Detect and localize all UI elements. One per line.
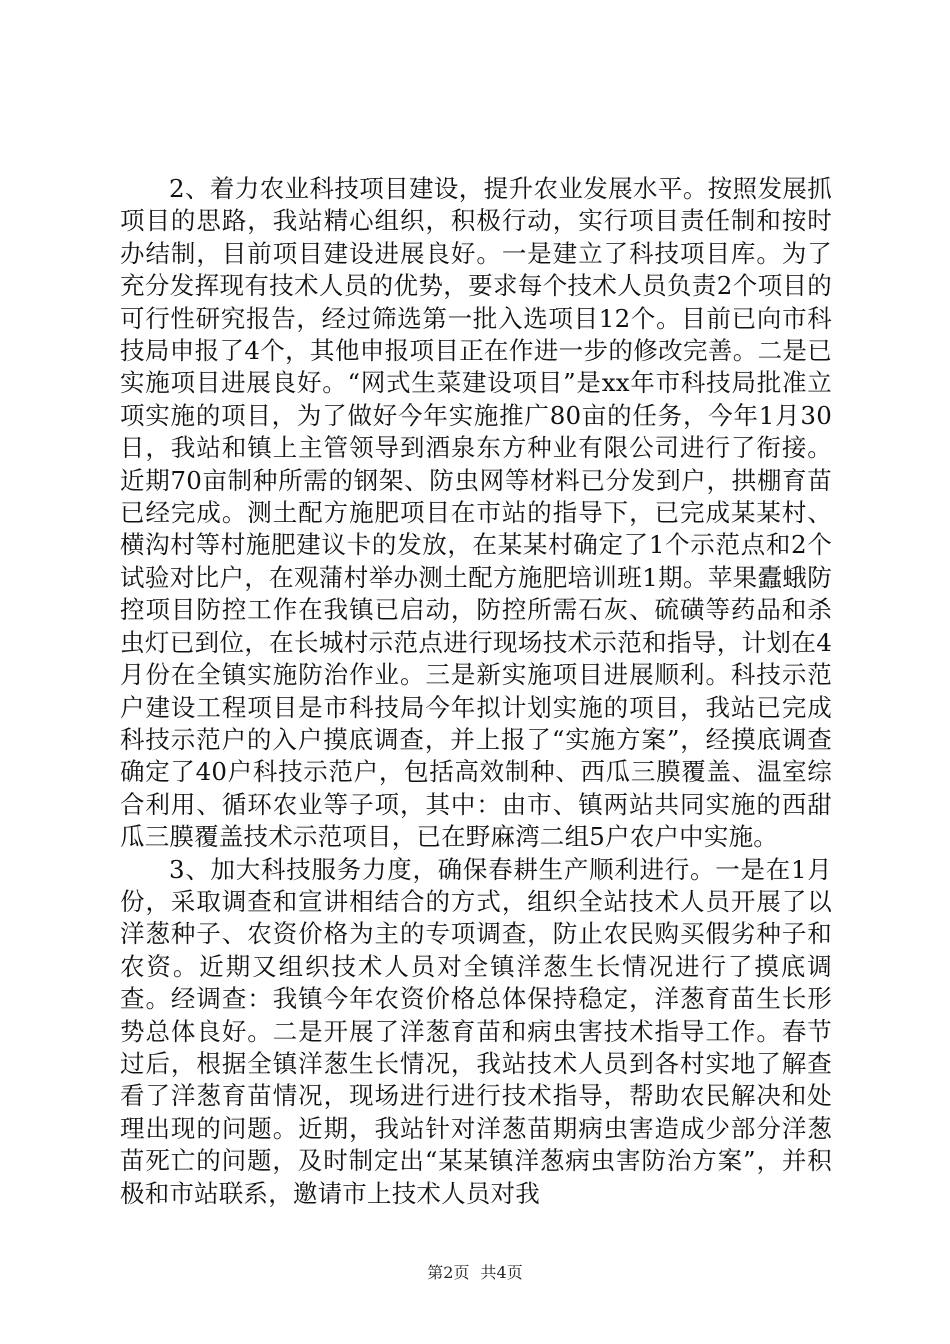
paragraph-tech-service: 3、加大科技服务力度，确保春耕生产顺利进行。一是在1月份，采取调查和宣讲相结合的方式，组织全站技术人员开展了以洋葱种子、农资价格为主的专项调查，防止农民购买假劣种子和农资。近期又组织技术人员对全镇洋葱生长情况进行了摸底调查。经调查：我镇今年农资价格总体保持稳定，洋葱育苗生长形势总体良好。二是开展了洋葱育苗和病虫害技术指导工作。春节过后，根据全镇洋葱生长情况，我站技术人员到各村实地了解查看了洋葱育苗情况，现场进行进行技术指导，帮助农民解决和处理出现的问题。近期，我站针对洋葱苗期病虫害造成少部分洋葱苗死亡的问题，及时制定出“某某镇洋葱病虫害防治方案”，并积极和市站联系，邀请市上技术人员对我 [120,854,832,1208]
page-number: 第2页 [427,1263,470,1282]
page-footer [0,1263,950,1283]
page-total: 共4页 [480,1263,523,1282]
paragraph-project-construction: 2、着力农业科技项目建设，提升农业发展水平。按照发展抓项目的思路，我站精心组织，积极行动，实行项目责任制和按时办结制，目前项目建设进展良好。一是建立了科技项目库。为了充分发挥现有技术人员的优势，要求每个技术人员负责2个项目的可行性研究报告，经过筛选第一批入选项目12个。目前已向市科技局申报了4个，其他申报项目正在作进一步的修改完善。二是已实施项目进展良好。“网式生菜建设项目”是xx年市科技局批准立项实施的项目，为了做好今年实施推广80亩的任务，今年1月30日，我站和镇上主管领导到酒泉东方种业有限公司进行了衔接。近期70亩制种所需的钢架、防虫网等材料已分发到户，拱棚育苗已经完成。测土配方施肥项目在市站的指导下，已完成某某村、横沟村等村施肥建议卡的发放，在某某村确定了1个示范点和2个试验对比户，在观蒲村举办测土配方施肥培训班1期。苹果蠹蛾防控项目防控工作在我镇已启动，防控所需石灰、硫磺等药品和杀虫灯已到位，在长城村示范点进行现场技术示范和指导，计划在4月份在全镇实施防治作业。三是新实施项目进展顺利。科技示范户建设工程项目是市科技局今年拟计划实施的项目，我站已完成科技示范户的入户摸底调查，并上报了“实施方案”，经摸底调查确定了40户科技示范户，包括高效制种、西瓜三膜覆盖、温室综合利用、循环农业等子项，其中：由市、镇两站共同实施的西甜瓜三膜覆盖技术示范项目，已在野麻湾二组5户农户中实施。 [120,174,832,852]
document-body [120,173,832,1210]
